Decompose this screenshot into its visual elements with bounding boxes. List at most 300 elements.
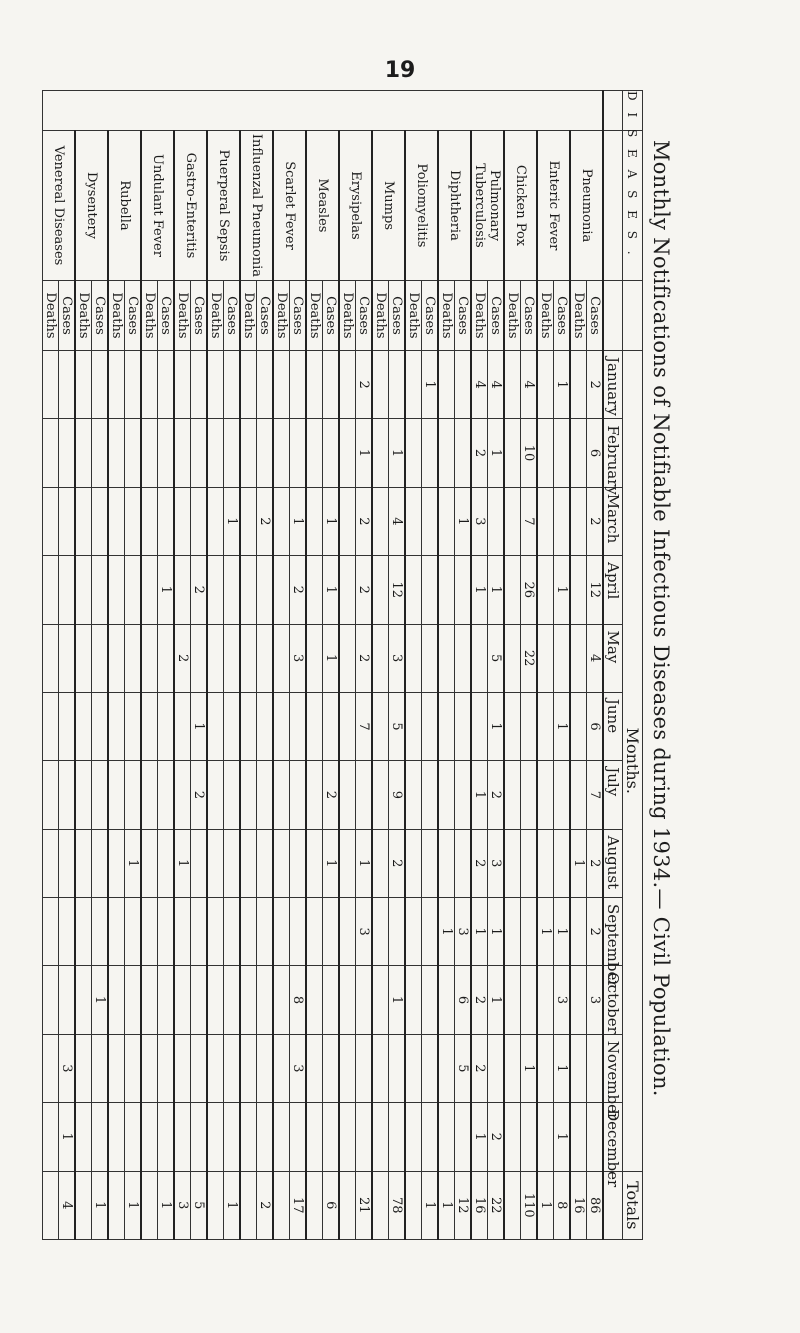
- row-type-label: Deaths: [240, 281, 257, 351]
- total-cell: 16: [471, 1171, 488, 1240]
- table-cell: [43, 624, 59, 692]
- table-cell: [141, 966, 158, 1034]
- table-cell: 2: [587, 487, 604, 555]
- table-cell: [339, 898, 356, 966]
- table-cell: [224, 829, 241, 897]
- total-cell: 1: [537, 1171, 554, 1240]
- table-cell: 1: [570, 829, 587, 897]
- table-cell: [191, 898, 208, 966]
- table-cell: [59, 692, 76, 760]
- table-cell: 3: [389, 624, 406, 692]
- table-cell: [339, 1034, 356, 1102]
- table-cell: [521, 829, 538, 897]
- table-cell: 1: [488, 966, 505, 1034]
- table-cell: [455, 829, 472, 897]
- table-cell: [125, 351, 142, 419]
- row-type-label: Cases: [59, 281, 76, 351]
- table-cell: [372, 624, 389, 692]
- table-cell: [554, 419, 571, 487]
- table-cell: [59, 556, 76, 624]
- table-cell: [257, 1103, 274, 1171]
- table-row: [356, 91, 373, 1240]
- table-cell: [521, 898, 538, 966]
- table-cell: 2: [323, 761, 340, 829]
- table-cell: [207, 1034, 224, 1102]
- table-cell: [240, 351, 257, 419]
- table-cell: 4: [521, 351, 538, 419]
- disease-name: Pulmonary Tuberculosis: [471, 131, 504, 281]
- total-cell: 78: [389, 1171, 406, 1240]
- table-cell: [521, 1103, 538, 1171]
- table-cell: [455, 1103, 472, 1171]
- table-cell: 2: [471, 1034, 488, 1102]
- table-cell: [323, 692, 340, 760]
- total-cell: 21: [356, 1171, 373, 1240]
- table-row: [488, 91, 505, 1240]
- table-cell: [422, 829, 439, 897]
- table-cell: [191, 624, 208, 692]
- month-header-october: October: [603, 966, 623, 1034]
- table-cell: [372, 556, 389, 624]
- total-cell: 5: [191, 1171, 208, 1240]
- table-cell: [174, 419, 191, 487]
- table-cell: [43, 1034, 59, 1102]
- table-cell: 1: [488, 419, 505, 487]
- table-cell: 4: [471, 351, 488, 419]
- table-cell: [273, 419, 290, 487]
- row-type-label: Deaths: [372, 281, 389, 351]
- table-cell: [108, 761, 125, 829]
- table-cell: [554, 487, 571, 555]
- table-cell: [75, 761, 92, 829]
- table-cell: 5: [455, 1034, 472, 1102]
- table-cell: [158, 692, 175, 760]
- table-cell: [240, 761, 257, 829]
- table-cell: [125, 487, 142, 555]
- table-cell: [537, 351, 554, 419]
- table-cell: [108, 966, 125, 1034]
- table-cell: [125, 966, 142, 1034]
- row-type-label: Deaths: [339, 281, 356, 351]
- table-cell: [504, 898, 521, 966]
- row-type-label: Cases: [92, 281, 109, 351]
- table-cell: 2: [587, 351, 604, 419]
- row-type-label: Deaths: [273, 281, 290, 351]
- table-cell: [455, 419, 472, 487]
- table-cell: [141, 692, 158, 760]
- total-cell: [141, 1171, 158, 1240]
- table-cell: [339, 761, 356, 829]
- table-cell: [422, 487, 439, 555]
- table-cell: [240, 624, 257, 692]
- table-cell: [191, 419, 208, 487]
- table-row: [422, 91, 439, 1240]
- table-cell: 2: [587, 829, 604, 897]
- row-type-label: Cases: [488, 281, 505, 351]
- table-cell: [92, 624, 109, 692]
- table-cell: [141, 1103, 158, 1171]
- table-cell: [537, 829, 554, 897]
- total-cell: 4: [59, 1171, 76, 1240]
- page-number: 19: [384, 58, 416, 83]
- table-cell: [339, 351, 356, 419]
- table-cell: [372, 761, 389, 829]
- table-cell: [75, 1103, 92, 1171]
- table-cell: [438, 624, 455, 692]
- row-type-label: Cases: [554, 281, 571, 351]
- table-cell: [158, 761, 175, 829]
- table-cell: [59, 487, 76, 555]
- table-cell: [92, 487, 109, 555]
- table-cell: 2: [174, 624, 191, 692]
- table-cell: 5: [488, 624, 505, 692]
- table-cell: [174, 761, 191, 829]
- row-type-label: Cases: [224, 281, 241, 351]
- table-cell: [158, 966, 175, 1034]
- table-cell: 7: [356, 692, 373, 760]
- table-cell: [141, 419, 158, 487]
- total-cell: 86: [587, 1171, 604, 1240]
- table-cell: [75, 966, 92, 1034]
- table-cell: [537, 1034, 554, 1102]
- table-cell: [240, 1034, 257, 1102]
- table-cell: [405, 898, 422, 966]
- table-cell: [290, 761, 307, 829]
- table-cell: [471, 624, 488, 692]
- row-type-label: Deaths: [537, 281, 554, 351]
- table-cell: [224, 419, 241, 487]
- row-type-label: Cases: [455, 281, 472, 351]
- table-cell: [504, 966, 521, 1034]
- table-cell: [174, 692, 191, 760]
- row-type-label: Cases: [422, 281, 439, 351]
- table-cell: [405, 1034, 422, 1102]
- table-cell: 3: [455, 898, 472, 966]
- total-cell: 1: [158, 1171, 175, 1240]
- table-cell: [306, 761, 323, 829]
- table-cell: [92, 692, 109, 760]
- table-cell: [59, 966, 76, 1034]
- table-cell: [488, 1034, 505, 1102]
- table-cell: 1: [323, 829, 340, 897]
- table-cell: [43, 829, 59, 897]
- table-cell: 1: [290, 487, 307, 555]
- table-cell: [75, 1034, 92, 1102]
- table-cell: [141, 1034, 158, 1102]
- table-cell: [141, 556, 158, 624]
- table-cell: [422, 1034, 439, 1102]
- table-cell: [504, 1034, 521, 1102]
- table-cell: 1: [471, 761, 488, 829]
- table-cell: 1: [323, 487, 340, 555]
- total-cell: 22: [488, 1171, 505, 1240]
- table-cell: 1: [356, 829, 373, 897]
- table-row: [455, 91, 472, 1240]
- table-cell: [108, 692, 125, 760]
- table-cell: 2: [356, 556, 373, 624]
- table-cell: [372, 1034, 389, 1102]
- table-cell: 2: [356, 624, 373, 692]
- table-cell: [207, 966, 224, 1034]
- row-type-label: Deaths: [405, 281, 422, 351]
- table-cell: [273, 966, 290, 1034]
- group-spacer: [603, 91, 623, 131]
- table-cell: 1: [488, 692, 505, 760]
- table-cell: [141, 761, 158, 829]
- table-cell: 6: [587, 692, 604, 760]
- table-cell: 1: [323, 624, 340, 692]
- total-cell: 6: [323, 1171, 340, 1240]
- table-cell: [290, 829, 307, 897]
- table-cell: [43, 556, 59, 624]
- row-type-label: Deaths: [570, 281, 587, 351]
- table-cell: [224, 624, 241, 692]
- disease-name: Venereal Diseases: [43, 131, 76, 281]
- table-cell: [455, 556, 472, 624]
- total-cell: [339, 1171, 356, 1240]
- table-cell: 1: [174, 829, 191, 897]
- table-cell: [570, 898, 587, 966]
- table-cell: [191, 966, 208, 1034]
- table-cell: [273, 829, 290, 897]
- table-cell: [257, 556, 274, 624]
- table-cell: [75, 829, 92, 897]
- table-cell: [504, 761, 521, 829]
- table-cell: [405, 624, 422, 692]
- table-cell: 2: [356, 351, 373, 419]
- table-cell: [108, 556, 125, 624]
- table-cell: 1: [488, 898, 505, 966]
- table-cell: [438, 761, 455, 829]
- table-cell: [356, 1034, 373, 1102]
- row-type-label: Cases: [257, 281, 274, 351]
- table-cell: [339, 966, 356, 1034]
- table-cell: 1: [554, 556, 571, 624]
- table-cell: [504, 556, 521, 624]
- months-header: Months.: [623, 351, 643, 1172]
- total-cell: [240, 1171, 257, 1240]
- table-cell: 2: [191, 556, 208, 624]
- table-cell: [356, 1103, 373, 1171]
- table-cell: [191, 1103, 208, 1171]
- table-cell: 3: [290, 1034, 307, 1102]
- table-row: [125, 91, 142, 1240]
- row-type-label: Deaths: [43, 281, 59, 351]
- table-cell: [422, 556, 439, 624]
- table-cell: [438, 829, 455, 897]
- table-cell: [191, 829, 208, 897]
- table-cell: [273, 761, 290, 829]
- table-cell: [570, 556, 587, 624]
- table-cell: [570, 419, 587, 487]
- table-cell: [273, 1034, 290, 1102]
- total-cell: 110: [521, 1171, 538, 1240]
- table-cell: 6: [587, 419, 604, 487]
- table-cell: 7: [521, 487, 538, 555]
- table-row: [323, 91, 340, 1240]
- table-cell: [240, 829, 257, 897]
- table-cell: [323, 898, 340, 966]
- table-cell: [108, 1034, 125, 1102]
- table-cell: [323, 419, 340, 487]
- table-cell: 9: [389, 761, 406, 829]
- table-cell: [323, 351, 340, 419]
- table-cell: 2: [587, 898, 604, 966]
- table-cell: [455, 692, 472, 760]
- table-cell: [570, 692, 587, 760]
- table-cell: [141, 351, 158, 419]
- total-cell: 1: [224, 1171, 241, 1240]
- month-header-november: November: [603, 1034, 623, 1102]
- table-cell: 1: [537, 898, 554, 966]
- row-type-label: Deaths: [306, 281, 323, 351]
- table-cell: [339, 487, 356, 555]
- table-cell: 1: [356, 419, 373, 487]
- table-cell: [306, 351, 323, 419]
- table-cell: [405, 419, 422, 487]
- total-cell: [306, 1171, 323, 1240]
- table-cell: 2: [471, 966, 488, 1034]
- table-cell: [537, 692, 554, 760]
- total-cell: [108, 1171, 125, 1240]
- table-cell: [59, 898, 76, 966]
- table-cell: [108, 829, 125, 897]
- table-cell: [306, 1103, 323, 1171]
- table-cell: [108, 624, 125, 692]
- table-cell: [92, 829, 109, 897]
- table-cell: [174, 898, 191, 966]
- row-type-label: Cases: [356, 281, 373, 351]
- table-cell: 1: [455, 487, 472, 555]
- table-cell: [521, 966, 538, 1034]
- total-cell: [43, 1171, 59, 1240]
- table-cell: 1: [471, 898, 488, 966]
- table-cell: [158, 351, 175, 419]
- table-cell: [108, 419, 125, 487]
- table-cell: [108, 487, 125, 555]
- table-cell: 1: [422, 351, 439, 419]
- table-row: [587, 91, 604, 1240]
- table-row: [59, 91, 76, 1240]
- table-cell: 2: [389, 829, 406, 897]
- table-cell: [240, 487, 257, 555]
- table-cell: [537, 966, 554, 1034]
- table-cell: [372, 692, 389, 760]
- table-cell: [207, 898, 224, 966]
- table-cell: [455, 624, 472, 692]
- table-cell: [372, 966, 389, 1034]
- disease-name: Rubella: [108, 131, 141, 281]
- table-cell: [587, 1103, 604, 1171]
- table-cell: [257, 1034, 274, 1102]
- table-cell: [43, 487, 59, 555]
- table-cell: [207, 351, 224, 419]
- table-cell: [537, 556, 554, 624]
- table-cell: [339, 624, 356, 692]
- table-cell: [75, 692, 92, 760]
- total-cell: 16: [570, 1171, 587, 1240]
- table-row: [257, 91, 274, 1240]
- table-cell: [224, 692, 241, 760]
- table-cell: 2: [290, 556, 307, 624]
- table-cell: 22: [521, 624, 538, 692]
- table-cell: [108, 1103, 125, 1171]
- table-cell: [257, 692, 274, 760]
- disease-name: Erysipelas: [339, 131, 372, 281]
- table-cell: [207, 1103, 224, 1171]
- table-cell: [224, 966, 241, 1034]
- table-cell: [389, 1103, 406, 1171]
- table-cell: 3: [290, 624, 307, 692]
- table-cell: [306, 624, 323, 692]
- table-cell: 1: [471, 1103, 488, 1171]
- month-header-march: March: [603, 487, 623, 555]
- disease-name: Gastro-Enteritis: [174, 131, 207, 281]
- table-cell: [570, 761, 587, 829]
- table-cell: [158, 1103, 175, 1171]
- table-cell: 8: [290, 966, 307, 1034]
- month-header-august: August: [603, 829, 623, 897]
- table-cell: [323, 1034, 340, 1102]
- table-cell: 1: [92, 966, 109, 1034]
- table-cell: [405, 1103, 422, 1171]
- table-cell: [290, 351, 307, 419]
- row-type-label: Deaths: [504, 281, 521, 351]
- table-cell: [75, 898, 92, 966]
- table-cell: [405, 556, 422, 624]
- table-cell: [389, 351, 406, 419]
- table-cell: 2: [257, 487, 274, 555]
- disease-name: Measles: [306, 131, 339, 281]
- table-cell: [125, 624, 142, 692]
- table-cell: [125, 556, 142, 624]
- table-cell: [59, 624, 76, 692]
- total-cell: 3: [174, 1171, 191, 1240]
- table-cell: [257, 898, 274, 966]
- table-cell: [174, 1034, 191, 1102]
- table-cell: [306, 419, 323, 487]
- disease-name: Enteric Fever: [537, 131, 570, 281]
- table-cell: [125, 1103, 142, 1171]
- table-cell: 1: [554, 1103, 571, 1171]
- disease-name: Puerperal Sepsis: [207, 131, 240, 281]
- table-cell: [240, 966, 257, 1034]
- table-cell: [405, 966, 422, 1034]
- table-cell: [141, 898, 158, 966]
- table-row: [290, 91, 307, 1240]
- table-cell: [257, 624, 274, 692]
- table-cell: 1: [59, 1103, 76, 1171]
- table-cell: 26: [521, 556, 538, 624]
- table-cell: [43, 351, 59, 419]
- table-cell: [174, 487, 191, 555]
- table-cell: 2: [356, 487, 373, 555]
- table-cell: [570, 624, 587, 692]
- table-cell: [43, 966, 59, 1034]
- table-cell: [521, 692, 538, 760]
- type-spacer: [603, 281, 623, 351]
- table-cell: [125, 761, 142, 829]
- table-cell: [405, 829, 422, 897]
- table-cell: [75, 351, 92, 419]
- diseases-group-header: D I S E A S E S .: [623, 91, 643, 131]
- table-cell: [405, 487, 422, 555]
- table-cell: 1: [125, 829, 142, 897]
- table-cell: 2: [488, 761, 505, 829]
- table-cell: [339, 419, 356, 487]
- table-cell: [240, 1103, 257, 1171]
- table-cell: [306, 692, 323, 760]
